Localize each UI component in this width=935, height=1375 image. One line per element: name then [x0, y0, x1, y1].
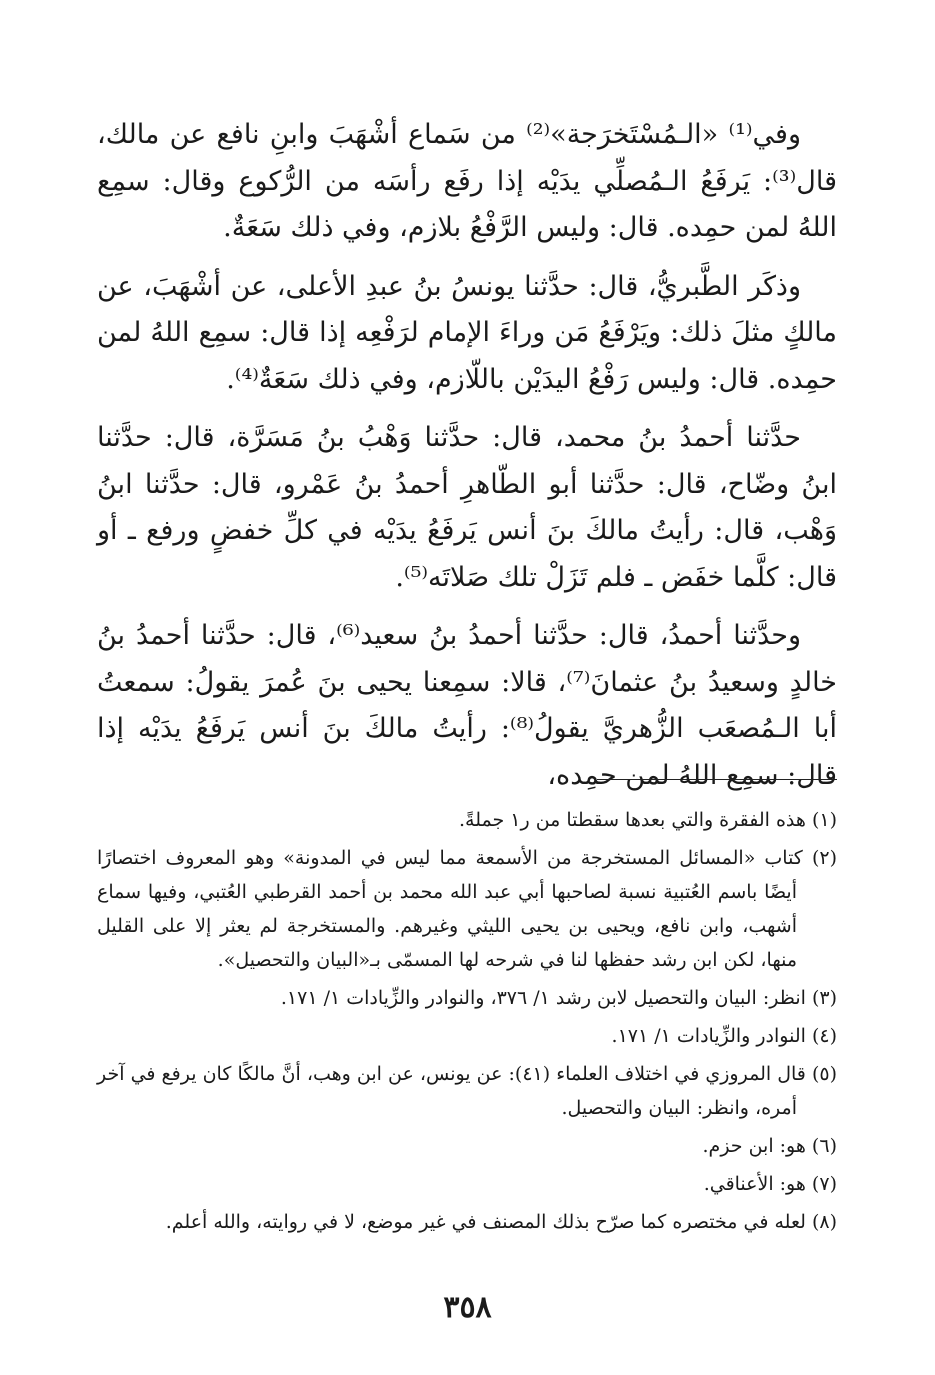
footnote-1: (١) هذه الفقرة والتي بعدها سقطتا من ر١ جملةً. [458, 809, 837, 831]
footnote-7: (٧) هو: الأعناقي. [703, 1173, 837, 1195]
main-text [97, 112, 837, 811]
footnotes [97, 803, 837, 1243]
main-paragraph-1: وفي⁽¹⁾ «الـمُسْتَخرَجة»⁽²⁾ من سَماع أشْهَبَ وابنِ نافع عن مالك، قال⁽³⁾: يَرفَعُ الـمُصلِّي يدَيْه إذا رفَع رأسَه من الرُّكوع وقال: سمِع اللهُ لمن حمِده. قال: وليس الرَّفْعُ بلازم، وفي ذلك سَعَةٌ. [97, 119, 837, 243]
main-paragraph-3: حدَّثنا أحمدُ بنُ محمد، قال: حدَّثنا وَهْبُ بنُ مَسَرَّة، قال: حدَّثنا ابنُ وضّاح، قال: حدَّثنا أبو الطّاهرِ أحمدُ بنُ عَمْرو، قال: حدَّثنا ابنُ وَهْب، قال: رأيتُ مالكَ بنَ أنس يَرفَعُ يدَيْه في كلِّ خفضٍ ورفع ـ أو قال: كلَّما خفَض ـ فلم تَزَلْ تلك صَلاتَه⁽⁵⁾. [97, 422, 837, 593]
page-number: ٣٥٨ [443, 1290, 492, 1325]
footnote-divider [597, 779, 837, 780]
main-paragraph-4: وحدَّثنا أحمدُ، قال: حدَّثنا أحمدُ بنُ سعيد⁽⁶⁾، قال: حدَّثنا أحمدُ بنُ خالدٍ وسعيدُ بنُ عثمانَ⁽⁷⁾، قالا: سمِعنا يحيى بنَ عُمرَ يقولُ: سمعتُ أبا الـمُصعَب الزُّهريَّ يقولُ⁽⁸⁾: رأيتُ مالكَ بنَ أنس يَرفَعُ يدَيْه إذا قال: سمِع اللهُ لمن حمِده، [97, 620, 837, 791]
footnote-3: (٣) انظر: البيان والتحصيل لابن رشد ١/ ٣٧٦، والنوادر والزِّيادات ١/ ١٧١. [280, 987, 837, 1009]
footnote-4: (٤) النوادر والزِّيادات ١/ ١٧١. [611, 1025, 837, 1047]
main-paragraph-2: وذكَر الطَّبريُّ، قال: حدَّثنا يونسُ بنُ عبدِ الأعلى، عن أشْهَبَ، عن مالكٍ مثلَ ذلك: ويَرْفَعُ مَن وراءَ الإمام لرَفْعِه إذا قال: سمِع اللهُ لمن حمِده. قال: وليس رَفْعُ اليدَيْن باللّازم، وفي ذلك سَعَةٌ⁽⁴⁾. [97, 270, 837, 395]
footnote-6: (٦) هو: ابن حزم. [702, 1135, 837, 1157]
footnote-2: (٢) كتاب «المسائل المستخرجة من الأسمعة مما ليس في المدونة» وهو المعروف اختصارًا أيضًا باسم العُتبية نسبة لصاحبها أبي عبد الله محمد بن أحمد القرطبي العُتبي، وفيها سماع أشهب، وابن نافع، ويحيى بن يحيى الليثي وغيرهم. والمستخرجة لم يعثر إلا على القليل منها، لكن ابن رشد حفظها لنا في شرحه لها المسمّى بـ«البيان والتحصيل». [97, 847, 837, 971]
footnote-5: (٥) قال المروزي في اختلاف العلماء (٤١): عن يونس، عن ابن وهب، أنَّ مالكًا كان يرفع في آخر أمره، وانظر: البيان والتحصيل. [97, 1063, 837, 1119]
footnote-8: (٨) لعله في مختصره كما صرّح بذلك المصنف في غير موضع، لا في روايته، والله أعلم. [165, 1211, 837, 1233]
